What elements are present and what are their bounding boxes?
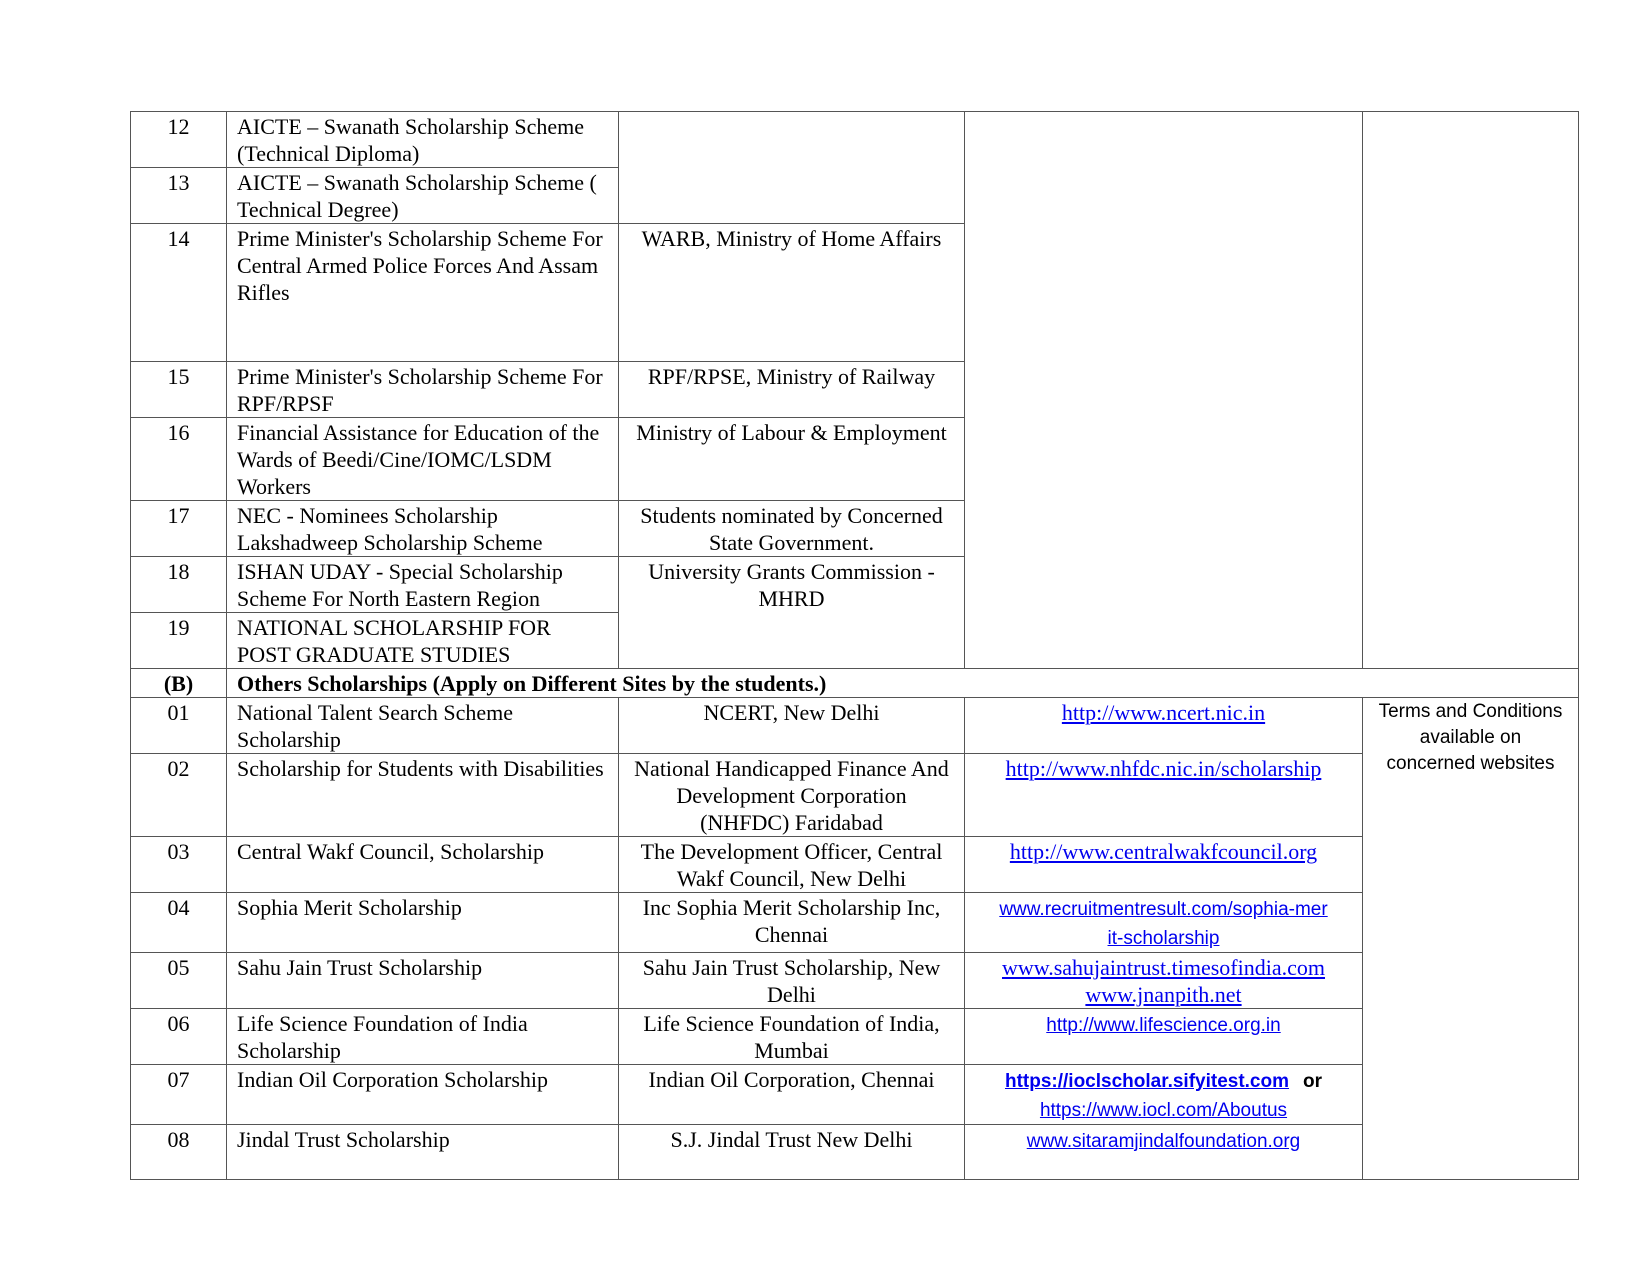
table-row bbox=[131, 1009, 1579, 1065]
agency-name: Life Science Foundation of India, Mumbai bbox=[619, 1009, 965, 1065]
agency-name: National Handicapped Finance And Development Corporation (NHFDC) Faridabad bbox=[619, 754, 965, 837]
scheme-name: Jindal Trust Scholarship bbox=[227, 1125, 619, 1180]
website-link[interactable]: www.sitaramjindalfoundation.org bbox=[1026, 1131, 1301, 1152]
website-link-secondary[interactable]: www.jnanpith.net bbox=[1085, 982, 1242, 1007]
row-number: 03 bbox=[131, 837, 227, 893]
agency-name: Inc Sophia Merit Scholarship Inc, Chennai bbox=[619, 893, 965, 953]
row-number: 14 bbox=[131, 224, 227, 362]
table-row bbox=[131, 1065, 1579, 1125]
scheme-name: Life Science Foundation of India Scholarship bbox=[227, 1009, 619, 1065]
agency-name: Ministry of Labour & Employment bbox=[619, 418, 965, 501]
terms-cell bbox=[1363, 112, 1579, 669]
website-link[interactable]: http://www.centralwakfcouncil.org bbox=[1009, 839, 1318, 864]
agency-name: Indian Oil Corporation, Chennai bbox=[619, 1065, 965, 1125]
table-row bbox=[131, 754, 1579, 837]
row-number: 19 bbox=[131, 613, 227, 669]
link-cell bbox=[965, 1065, 1363, 1125]
agency-cell bbox=[619, 112, 965, 224]
table-row bbox=[131, 1125, 1579, 1180]
scheme-name: NEC - Nominees Scholarship Lakshadweep Scholarship Scheme bbox=[227, 501, 619, 557]
row-number: 15 bbox=[131, 362, 227, 418]
website-link[interactable]: www.recruitmentresult.com/sophia-merit-scholarship bbox=[999, 899, 1328, 949]
link-cell bbox=[965, 754, 1363, 837]
section-title: Others Scholarships (Apply on Different Sites by the students.) bbox=[227, 669, 1579, 698]
scholarship-table bbox=[130, 111, 1579, 1180]
link-cell bbox=[965, 837, 1363, 893]
scheme-name: Sophia Merit Scholarship bbox=[227, 893, 619, 953]
agency-name: WARB, Ministry of Home Affairs bbox=[619, 224, 965, 362]
scheme-name: AICTE – Swanath Scholarship Scheme (Technical Diploma) bbox=[227, 112, 619, 168]
link-cell bbox=[965, 953, 1363, 1009]
row-number: 17 bbox=[131, 501, 227, 557]
scheme-name: NATIONAL SCHOLARSHIP FOR POST GRADUATE STUDIES bbox=[227, 613, 619, 669]
row-number: 16 bbox=[131, 418, 227, 501]
scheme-name: Indian Oil Corporation Scholarship bbox=[227, 1065, 619, 1125]
agency-name: S.J. Jindal Trust New Delhi bbox=[619, 1125, 965, 1180]
scheme-name: Financial Assistance for Education of the Wards of Beedi/Cine/IOMC/LSDM Workers bbox=[227, 418, 619, 501]
terms-text: Terms and Conditions available on concerned websites bbox=[1378, 701, 1563, 774]
link-cell bbox=[965, 112, 1363, 669]
row-number: 08 bbox=[131, 1125, 227, 1180]
scheme-name: Prime Minister's Scholarship Scheme For RPF/RPSF bbox=[227, 362, 619, 418]
website-link-secondary[interactable]: https://www.iocl.com/Aboutus bbox=[1039, 1100, 1288, 1121]
agency-name: NCERT, New Delhi bbox=[619, 698, 965, 754]
scheme-name: Sahu Jain Trust Scholarship bbox=[227, 953, 619, 1009]
table-row bbox=[131, 698, 1579, 754]
row-number: 01 bbox=[131, 698, 227, 754]
row-number: 12 bbox=[131, 112, 227, 168]
scheme-name: National Talent Search Scheme Scholarship bbox=[227, 698, 619, 754]
row-number: 05 bbox=[131, 953, 227, 1009]
section-header-row bbox=[131, 669, 1579, 698]
or-separator: or bbox=[1303, 1071, 1323, 1092]
table-row bbox=[131, 953, 1579, 1009]
agency-name: The Development Officer, Central Wakf Council, New Delhi bbox=[619, 837, 965, 893]
table-row bbox=[131, 893, 1579, 953]
link-cell bbox=[965, 893, 1363, 953]
agency-name: Sahu Jain Trust Scholarship, New Delhi bbox=[619, 953, 965, 1009]
website-link[interactable]: www.sahujaintrust.timesofindia.com bbox=[1001, 955, 1326, 980]
website-link[interactable]: https://ioclscholar.sifyitest.com bbox=[1004, 1071, 1290, 1092]
row-number: 18 bbox=[131, 557, 227, 613]
terms-note bbox=[1363, 698, 1579, 1180]
agency-name: University Grants Commission - MHRD bbox=[619, 557, 965, 669]
website-link[interactable]: http://www.nhfdc.nic.in/scholarship bbox=[1005, 756, 1322, 781]
scheme-name: AICTE – Swanath Scholarship Scheme ( Technical Degree) bbox=[227, 168, 619, 224]
scheme-name: Prime Minister's Scholarship Scheme For Central Armed Police Forces And Assam Rifles bbox=[227, 224, 619, 362]
agency-name: RPF/RPSE, Ministry of Railway bbox=[619, 362, 965, 418]
row-number: 07 bbox=[131, 1065, 227, 1125]
scheme-name: ISHAN UDAY - Special Scholarship Scheme For North Eastern Region bbox=[227, 557, 619, 613]
link-cell bbox=[965, 698, 1363, 754]
link-cell bbox=[965, 1125, 1363, 1180]
agency-name: Students nominated by Concerned State Government. bbox=[619, 501, 965, 557]
row-number: 13 bbox=[131, 168, 227, 224]
scheme-name: Central Wakf Council, Scholarship bbox=[227, 837, 619, 893]
scheme-name: Scholarship for Students with Disabilities bbox=[227, 754, 619, 837]
row-number: 02 bbox=[131, 754, 227, 837]
row-number: 06 bbox=[131, 1009, 227, 1065]
link-cell bbox=[965, 1009, 1363, 1065]
website-link[interactable]: http://www.ncert.nic.in bbox=[1061, 700, 1266, 725]
table-row bbox=[131, 112, 1579, 168]
table-row bbox=[131, 837, 1579, 893]
row-number: 04 bbox=[131, 893, 227, 953]
website-link[interactable]: http://www.lifescience.org.in bbox=[1046, 1015, 1281, 1036]
section-label: (B) bbox=[131, 669, 227, 698]
